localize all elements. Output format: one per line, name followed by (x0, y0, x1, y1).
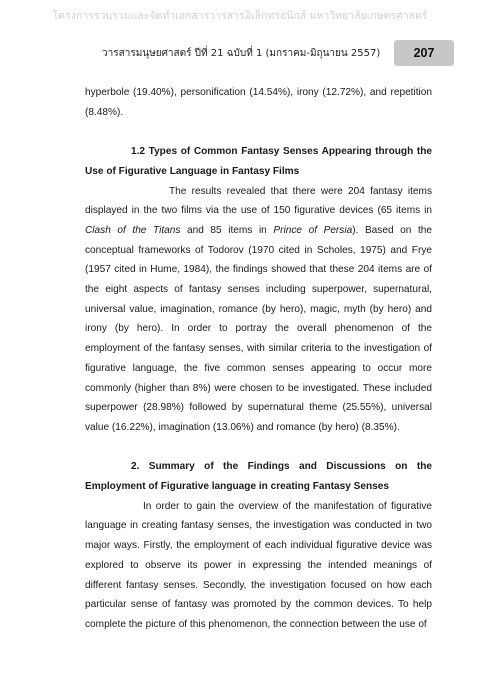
watermark: โครงการรวบรวมและจัดทำเอกสารวารสารอิเล็กทรอนิกส์ มหาวิทยาลัยเกษตรศาสตร์ (52, 10, 428, 22)
film-title-clash-of-the-titans: Clash of the Titans (85, 224, 181, 236)
film-title-prince-of-persia: Prince of Persia (273, 224, 353, 236)
page-header (0, 40, 480, 66)
paragraph-results-text-b: and 85 items in (180, 224, 274, 236)
paragraph-summary: In order to gain the overview of the manifestation of figurative language in creating fantasy senses, the investigation was conducted in two major ways. Firstly, the employment of each individual figurative device was explored to observe its power in expressing the intended meanings of different fantasy senses. Secondly, the investigation focused on how each particular sense of fantasy was promoted by the common devices. To help complete the picture of this phenomenon, the connection between the use of (85, 500, 432, 630)
paragraph-results-text-c: ). Based on the conceptual frameworks of Todorov (1970 cited in Scholes, 1975) and Frye (1957 cited in Hume, 1984), the findings showed that these 204 items are of the eight aspects of fantasy senses including superpower, supernatural, universal value, imagination, romance (by hero), magic, myth (by hero) and irony (by hero). In order to portray the overall phenomenon of the employment of the fantasy senses, with similar criteria to the investigation of figurative language, the five common senses appearing to occur more commonly (higher than 8%) were chosen to be investigated. These included superpower (28.98%) followed by supernatural theme (25.55%), universal value (16.22%), imagination (13.06%) and romance (by hero) (8.35%). (85, 224, 433, 433)
paragraph-continuation: hyperbole (19.40%), personification (14.54%), irony (12.72%), and repetition (8.48%). (85, 87, 432, 118)
article-body (85, 83, 432, 635)
section-heading-2: 2. Summary of the Findings and Discussions on the Employment of Figurative language in creating Fantasy Senses (85, 461, 432, 493)
page-number: 207 (413, 46, 435, 60)
paragraph-results (85, 182, 432, 438)
page-number-box (394, 40, 454, 66)
paragraph-results-text-a: The results revealed that there were 204 fantasy items displayed in the two films via the use of 150 figurative devices (65 items in (85, 185, 432, 217)
journal-title: วารสารมนุษยศาสตร์ ปีที่ 21 ฉบับที่ 1 (มกราคม-มิถุนายน 2557) (102, 48, 381, 59)
section-heading-1-2: 1.2 Types of Common Fantasy Senses Appearing through the Use of Figurative Language in Fantasy Films (85, 146, 432, 177)
